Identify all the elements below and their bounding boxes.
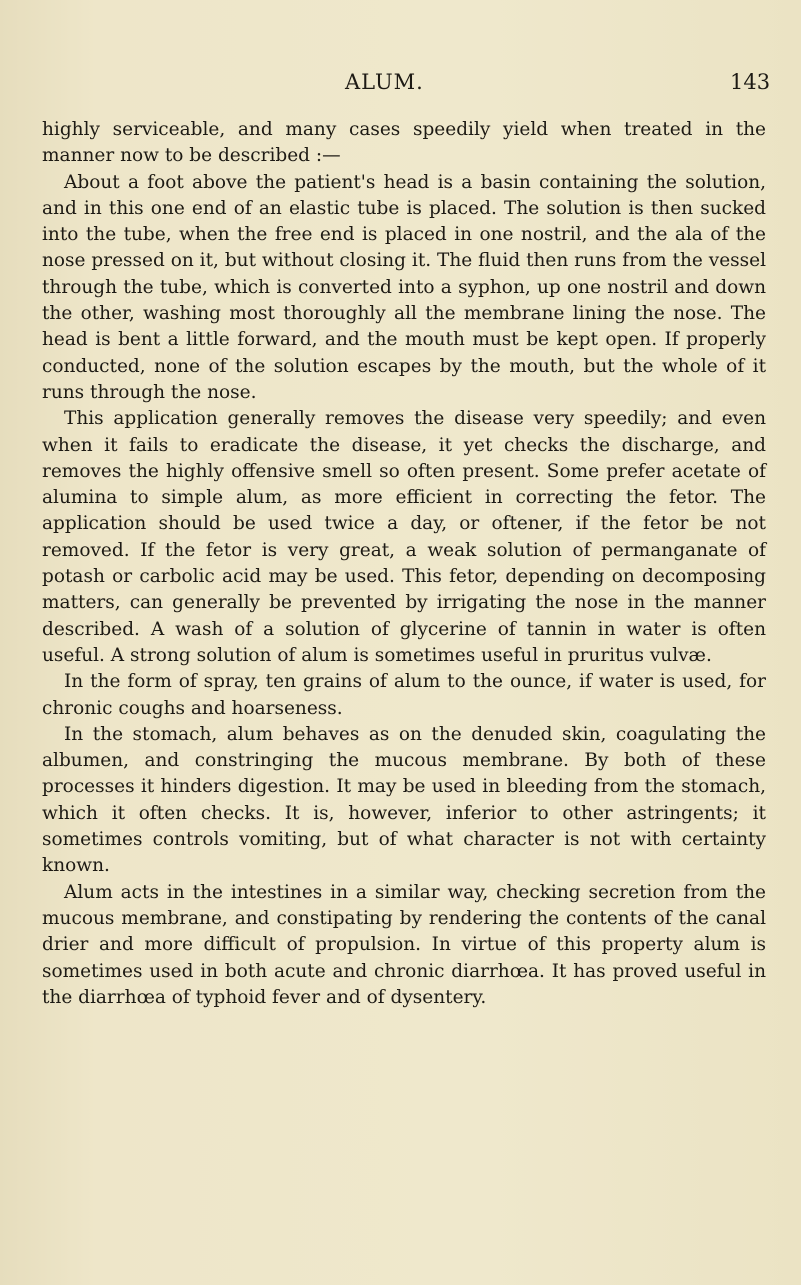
paragraph: In the form of spray, ten grains of alum to the ounce, if water is used, for chronic coughs and hoarseness. <box>42 671 766 719</box>
running-head-title: ALUM. <box>345 70 424 94</box>
body-text <box>42 117 766 1011</box>
paragraph: highly serviceable, and many cases speedily yield when treated in the manner now to be described :— <box>42 119 766 167</box>
paragraph: This application generally removes the disease very speedily; and even when it fails to eradicate the disease, it yet checks the discharge, and removes the highly offensive smell so often present. Some prefer acetate of alumina to simple alum, as more efficient in correcting the fetor. The application should be used twice a day, or oftener, if the fetor be not removed. If the fetor is very great, a weak solution of permanganate of potash or carbolic acid may be used. This fetor, depending on decomposing matters, can generally be prevented by irrigating the nose in the manner described. A wash of a solution of glycerine of tannin in water is often useful. A strong solution of alum is sometimes useful in pruritus vulvæ. <box>42 408 766 666</box>
paragraph: About a foot above the patient's head is a basin containing the solution, and in this one end of an elastic tube is placed. The solution is then sucked into the tube, when the free end is placed in one nostril, and the ala of the nose pressed on it, but without closing it. The fluid then runs from the vessel through the tube, which is converted into a syphon, up one nostril and down the other, washing most thoroughly all the membrane lining the nose. The head is bent a little forward, and the mouth must be kept open. If properly conducted, none of the solution escapes by the mouth, but the whole of it runs through the nose. <box>42 171 766 403</box>
paragraph: Alum acts in the intestines in a similar way, checking secretion from the mucous membrane, and constipating by rendering the contents of the canal drier and more difficult of propulsion. In virtue of this property alum is sometimes used in both acute and chronic diarrhœa. It has proved useful in the diarrhœa of typhoid fever and of dysentery. <box>42 881 766 1008</box>
page-number: 143 <box>730 70 771 94</box>
paragraph: In the stomach, alum behaves as on the denuded skin, coagulating the albumen, and constringing the mucous membrane. By both of these processes it hinders digestion. It may be used in bleeding from the stomach, which it often checks. It is, however, inferior to other astringents; it sometimes controls vomiting, but of what character is not with certainty known. <box>42 723 766 877</box>
running-head <box>0 70 801 100</box>
